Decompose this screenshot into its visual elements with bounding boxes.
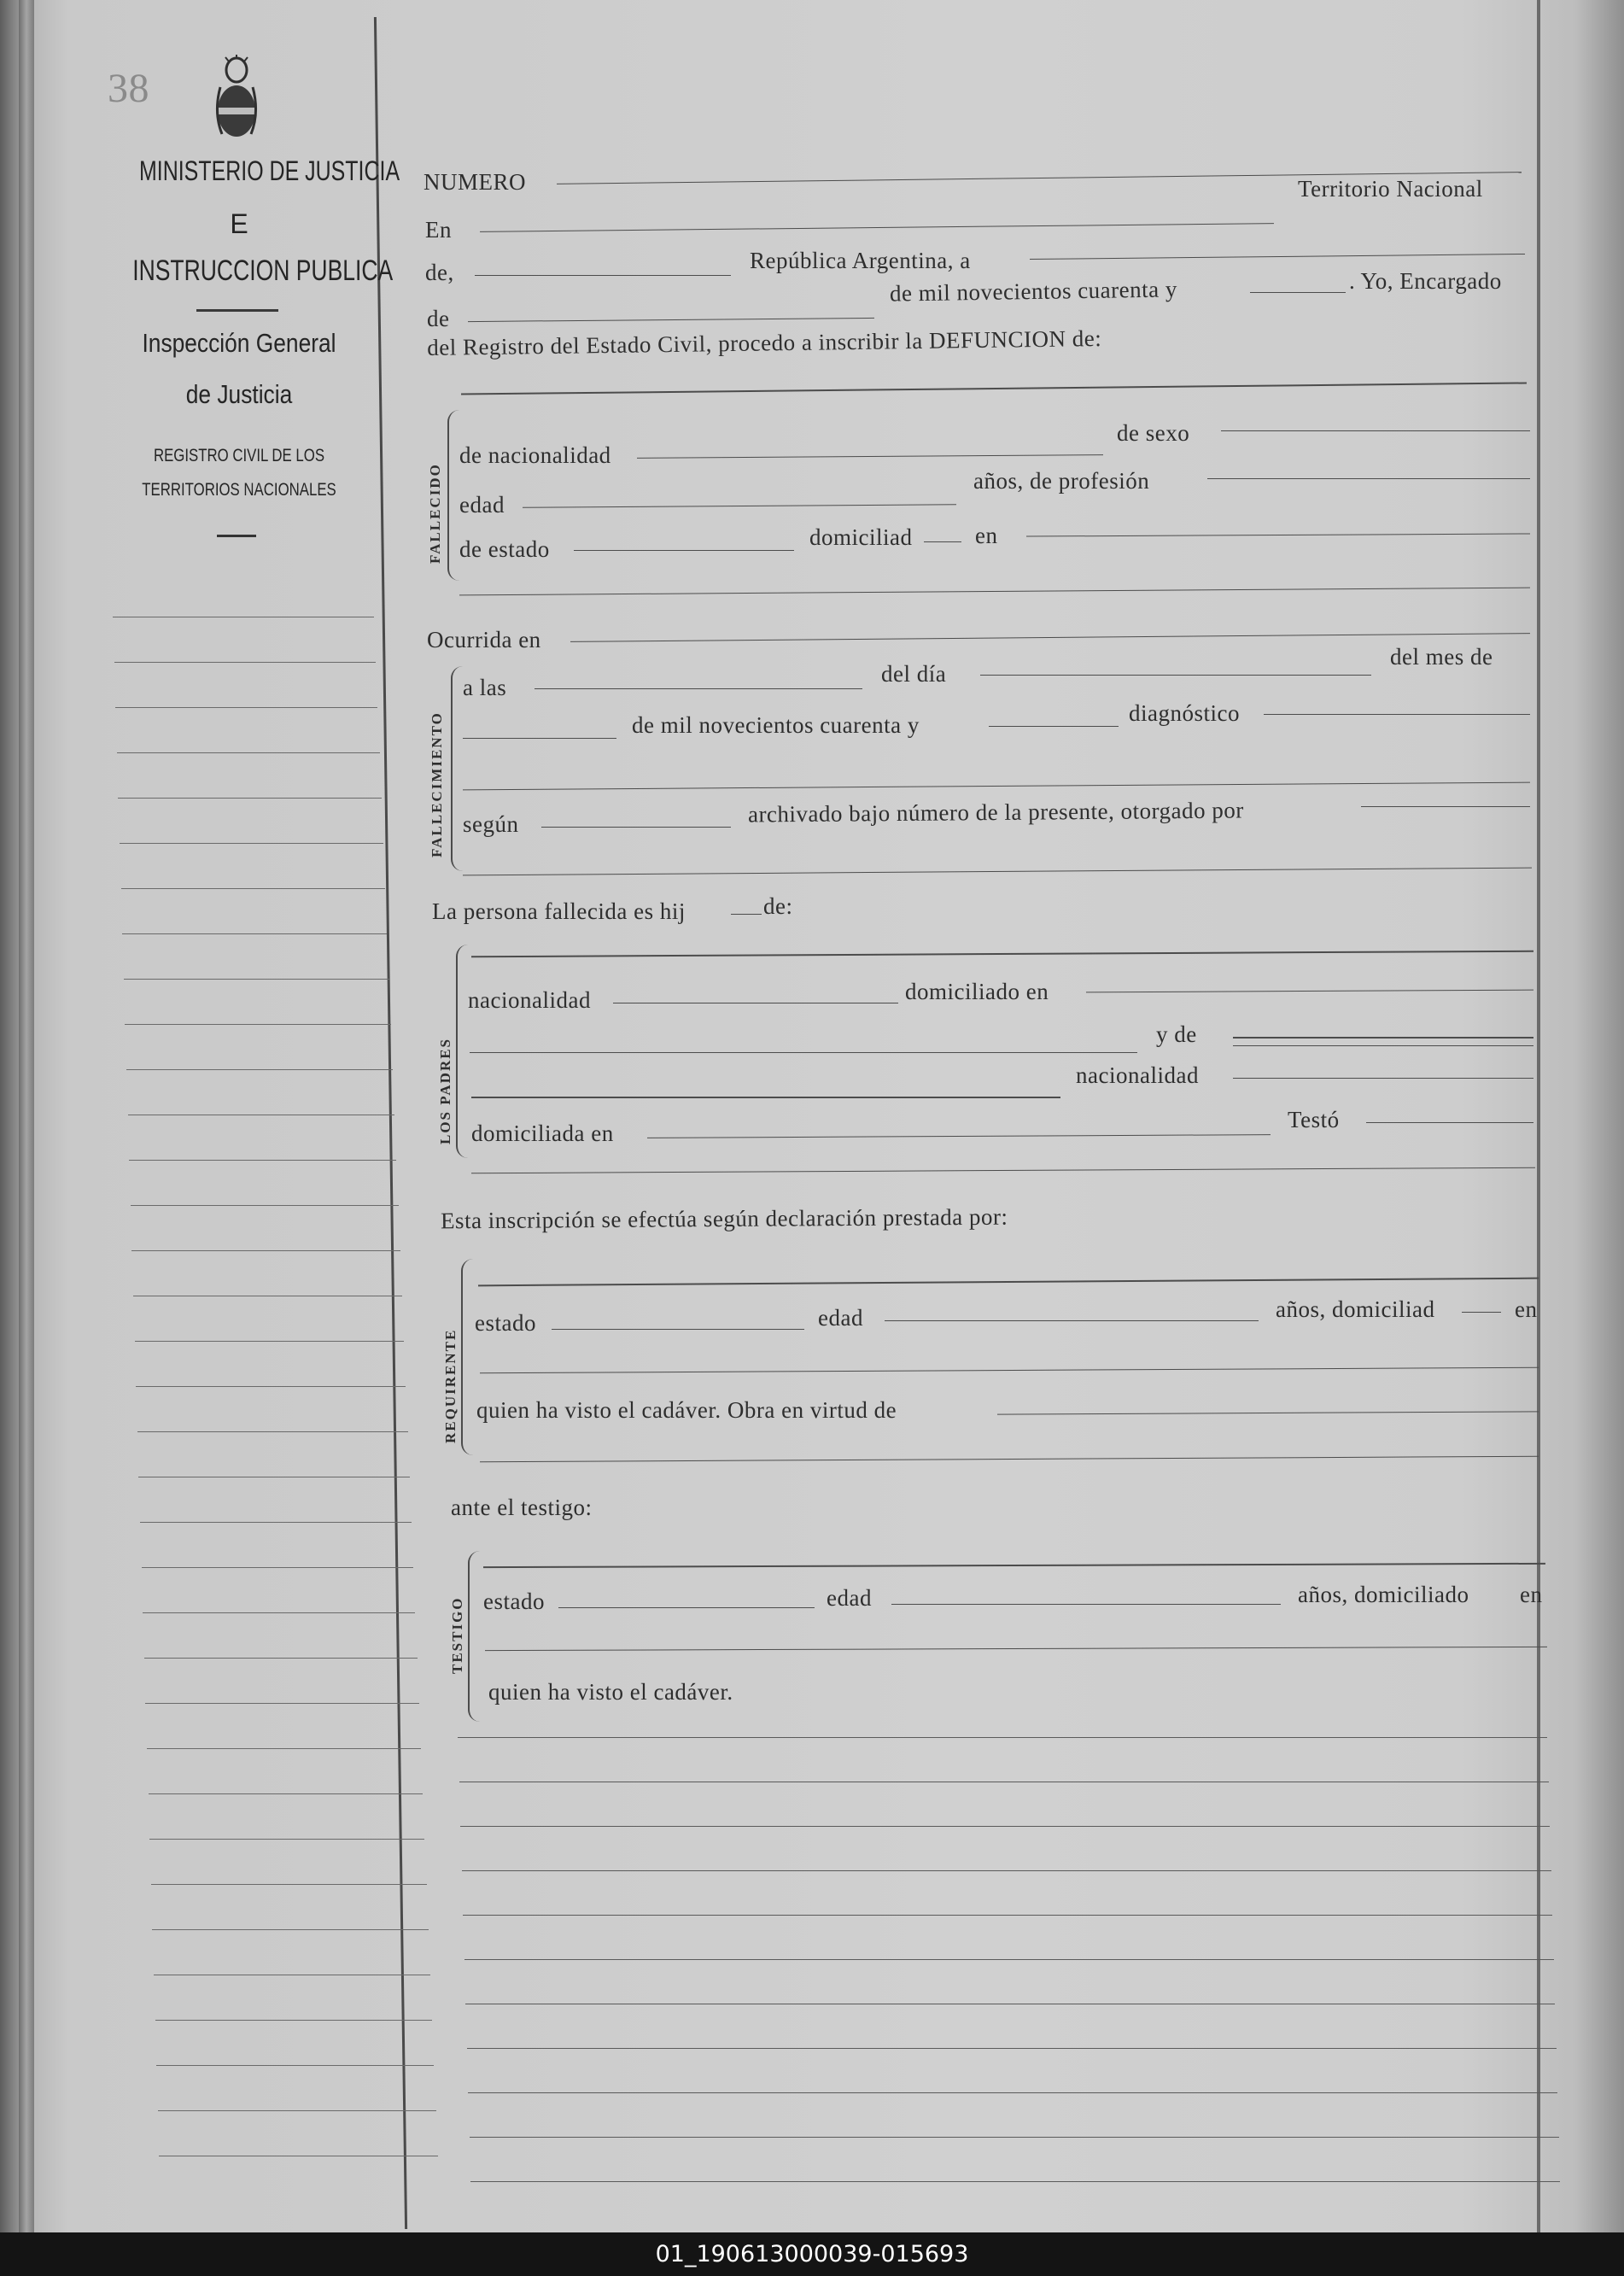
label-y-de: y de	[1156, 1021, 1197, 1047]
label-requirente-edad: edad	[818, 1305, 863, 1331]
line-de-2	[468, 318, 874, 322]
line-requirente-name	[478, 1278, 1539, 1287]
notes-rule	[463, 1915, 1552, 1916]
margin-rule	[144, 1658, 418, 1659]
margin-rule	[131, 1250, 400, 1251]
label-segun: según	[463, 811, 519, 837]
margin-rule	[156, 2065, 434, 2066]
label-territorio: Territorio Nacional	[1298, 176, 1483, 202]
label-requirente: REQUIRENTE	[442, 1328, 459, 1443]
label-fallecimiento: FALLECIMIENTO	[429, 711, 445, 857]
line-mes	[463, 738, 616, 739]
margin-rule	[114, 662, 377, 663]
line-de-1	[475, 275, 731, 276]
book-binding	[19, 0, 34, 2232]
line-requirente-edad	[885, 1320, 1259, 1321]
label-domiciliado-en: domiciliado en	[905, 979, 1049, 1004]
line-requirente-domiciliad	[1462, 1312, 1501, 1313]
label-persona-hij: La persona fallecida es hij	[432, 898, 686, 924]
label-ante-testigo: ante el testigo:	[451, 1495, 593, 1520]
margin-rule	[155, 2020, 433, 2021]
margin-rule	[118, 798, 381, 799]
label-de-1: de,	[425, 260, 454, 285]
line-padre-name	[471, 951, 1533, 958]
margin-rule	[149, 1839, 424, 1840]
line-otorgado-extra	[463, 868, 1532, 876]
label-sexo: de sexo	[1117, 420, 1190, 446]
line-testigo-edad	[891, 1604, 1281, 1605]
margin-rule	[152, 1929, 428, 1930]
line-otorgado	[1361, 806, 1530, 807]
line-madre-name-2	[1233, 1045, 1533, 1046]
line-edad	[523, 504, 956, 508]
line-profesion	[1207, 478, 1530, 479]
header-justicia: de Justicia	[185, 379, 293, 409]
notes-rule	[462, 1870, 1551, 1871]
margin-divider	[374, 17, 407, 2229]
line-testigo-estado	[558, 1607, 815, 1608]
line-sexo	[1221, 430, 1530, 431]
margin-rule	[120, 843, 383, 844]
header-e: E	[230, 208, 248, 239]
line-anio	[989, 726, 1119, 727]
margin-rule	[136, 1386, 406, 1387]
line-estado	[574, 550, 794, 551]
label-requirente-quien: quien ha visto el cadáver. Obra en virtud de	[476, 1397, 897, 1423]
margin-rule	[124, 979, 389, 980]
margin-rule	[140, 1522, 412, 1523]
label-en: En	[425, 217, 452, 243]
label-anos-profesion: años, de profesión	[973, 468, 1150, 494]
line-padres-extra	[471, 1167, 1535, 1174]
margin-rule	[129, 1160, 396, 1161]
margin-rule	[142, 1567, 414, 1568]
label-madre-nacionalidad: nacionalidad	[1076, 1062, 1199, 1088]
margin-rule	[143, 1612, 415, 1613]
line-testigo-domicilio	[485, 1647, 1547, 1651]
label-de-mil: de mil novecientos cuarenta y	[889, 276, 1178, 307]
label-testo: Testó	[1288, 1107, 1340, 1132]
line-domiciliad	[924, 541, 961, 542]
notes-rule	[460, 1826, 1550, 1827]
label-edad: edad	[459, 492, 505, 518]
line-republica	[1030, 254, 1525, 260]
line-en	[480, 223, 1274, 232]
header-rule-2	[217, 535, 256, 537]
label-numero: NUMERO	[424, 169, 527, 195]
brace-testigo	[468, 1551, 482, 1722]
label-ocurrida-en: Ocurrida en	[427, 627, 541, 652]
line-nacionalidad	[637, 454, 1103, 459]
label-testigo-quien: quien ha visto el cadáver.	[488, 1679, 733, 1705]
line-fallecido-name	[461, 382, 1527, 395]
label-testigo-en: en	[1520, 1582, 1543, 1607]
notes-rule	[468, 2092, 1557, 2093]
line-domiciliada-en	[647, 1134, 1271, 1138]
margin-rule	[125, 1024, 390, 1025]
label-diagnostico: diagnóstico	[1129, 700, 1240, 726]
brace-requirente	[461, 1259, 475, 1455]
header-territorios: TERRITORIOS NACIONALES	[142, 480, 336, 500]
line-requirente-estado	[552, 1329, 804, 1330]
label-testigo-estado: estado	[483, 1589, 545, 1614]
header-ministerio: MINISTERIO DE JUSTICIA	[139, 155, 400, 186]
label-padres: LOS PADRES	[437, 1037, 453, 1144]
label-de-estado: de estado	[459, 536, 550, 562]
label-del-mes-de: del mes de	[1390, 644, 1493, 670]
line-requirente-extra	[480, 1456, 1539, 1462]
line-obra-virtud	[997, 1411, 1539, 1414]
line-madre-nacionalidad	[1233, 1078, 1533, 1079]
image-id-footer: 01_190613000039-015693	[0, 2232, 1624, 2276]
label-archivado: archivado bajo número de la presente, otorgado por	[747, 797, 1244, 828]
label-del-dia: del día	[881, 661, 947, 687]
label-fallecido: FALLECIDO	[427, 463, 443, 564]
label-republica: República Argentina, a	[750, 248, 971, 273]
margin-rule	[158, 2110, 436, 2111]
margin-rule	[131, 1205, 399, 1206]
margin-rule	[122, 933, 387, 934]
line-padre-domicilio	[470, 1052, 1137, 1053]
notes-rule	[464, 1959, 1554, 1960]
line-madre-name	[1233, 1037, 1533, 1039]
line-ocurrida-en	[570, 633, 1530, 642]
margin-rule	[145, 1703, 418, 1704]
line-diagnostico	[1264, 714, 1530, 715]
line-hij	[731, 914, 762, 915]
header-rule	[196, 309, 278, 312]
margin-rule	[137, 1431, 408, 1432]
margin-rule	[115, 707, 377, 708]
line-domiciliado-en	[1086, 990, 1533, 993]
label-testigo-edad: edad	[827, 1585, 872, 1611]
line-a-las	[535, 688, 862, 689]
margin-rule	[121, 888, 386, 889]
label-domiciliad: domiciliad	[809, 524, 913, 550]
label-requirente-anos: años, domiciliad	[1276, 1296, 1435, 1322]
line-testigo-name	[483, 1563, 1545, 1568]
line-fallecido-extra	[459, 588, 1530, 596]
notes-rule	[458, 1737, 1547, 1738]
coat-of-arms-icon	[210, 53, 263, 147]
page-number: 38	[108, 66, 149, 111]
header-registro: REGISTRO CIVIL DE LOS	[153, 446, 325, 465]
notes-rule	[467, 2048, 1557, 2049]
label-requirente-estado: estado	[475, 1310, 536, 1336]
margin-rule	[147, 1748, 421, 1749]
line-diagnostico-extra	[463, 782, 1530, 791]
label-a-las: a las	[463, 675, 507, 700]
label-padre-nacionalidad: nacionalidad	[468, 987, 591, 1013]
notes-rule	[470, 2137, 1559, 2138]
page-edge	[1537, 0, 1540, 2232]
label-yo-encargado: . Yo, Encargado	[1349, 268, 1502, 294]
notes-rule	[470, 2181, 1560, 2182]
label-domiciliada-en: domiciliada en	[471, 1120, 614, 1146]
line-requirente-domicilio	[480, 1367, 1539, 1373]
margin-rule	[117, 752, 380, 753]
header-inspeccion: Inspección General	[142, 328, 336, 358]
brace-padres	[456, 945, 470, 1158]
label-declaracion: Esta inscripción se efectúa según declaración prestada por:	[440, 1203, 1008, 1234]
header-instruccion: INSTRUCCION PUBLICA	[132, 255, 394, 287]
label-requirente-en: en	[1515, 1296, 1538, 1322]
line-de-mil	[1250, 292, 1346, 293]
line-segun	[541, 827, 731, 828]
line-madre	[471, 1097, 1060, 1098]
line-del-dia	[980, 675, 1371, 676]
label-de-2: de	[427, 306, 450, 331]
label-registro-line: del Registro del Estado Civil, procedo a inscribir la DEFUNCION de:	[427, 325, 1102, 360]
label-fallecido-en: en	[975, 523, 998, 548]
line-fallecido-en	[1026, 533, 1530, 536]
line-testo	[1366, 1122, 1533, 1123]
margin-rule	[149, 1793, 424, 1794]
label-persona-de: de:	[763, 893, 793, 919]
label-fallecimiento-de-mil: de mil novecientos cuarenta y	[632, 712, 920, 738]
label-testigo: TESTIGO	[449, 1596, 465, 1674]
label-testigo-anos: años, domiciliado	[1298, 1582, 1469, 1607]
label-nacionalidad: de nacionalidad	[459, 442, 611, 468]
margin-rule	[135, 1341, 405, 1342]
margin-rule	[126, 1069, 393, 1070]
margin-rule	[151, 1884, 427, 1885]
